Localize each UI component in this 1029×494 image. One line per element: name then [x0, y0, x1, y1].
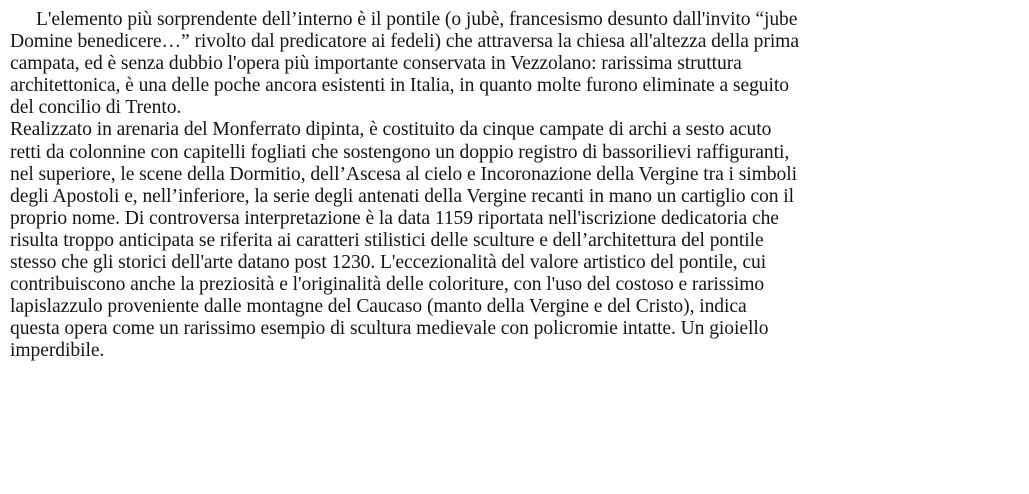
text-line: contribuiscono anche la preziosità e l'originalità delle coloriture, con l'uso del costoso e rarissimo [10, 274, 765, 296]
text-line: retti da colonnine con capitelli fogliati che sostengono un doppio registro di bassorilievi raffiguranti, [10, 141, 790, 163]
body-text [10, 9, 1022, 363]
text-line: proprio nome. Di controversa interpretazione è la data 1159 riportata nell'iscrizione dedicatoria che [10, 207, 779, 229]
text-line: Realizzato in arenaria del Monferrato dipinta, è costituito da cinque campate di archi a sesto acuto [10, 119, 772, 141]
text-line: Domine benedicere…” rivolto dal predicatore ai fedeli) che attraversa la chiesa all'altezza della prima [10, 31, 799, 53]
text-line: campata, ed è senza dubbio l'opera più importante conservata in Vezzolano: rarissima struttura [10, 53, 742, 75]
text-line: imperdibile. [10, 340, 105, 362]
text-line: stesso che gli storici dell'arte datano post 1230. L'eccezionalità del valore artistico del pontile, cui [10, 252, 767, 274]
text-line: L'elemento più sorprendente dell’interno è il pontile (o jubè, francesismo desunto dall'invito “jube [36, 9, 798, 30]
text-line: nel superiore, le scene della Dormitio, dell’Ascesa al cielo e Incoronazione della Vergine tra i simboli [10, 163, 797, 185]
text-line: del concilio di Trento. [10, 97, 182, 119]
text-line: degli Apostoli e, nell’inferiore, la serie degli antenati della Vergine recanti in mano un cartiglio con il [10, 185, 795, 207]
text-line: lapislazzulo proveniente dalle montagne del Caucaso (manto della Vergine e del Cristo), indica [10, 296, 747, 318]
text-line: architettonica, è una delle poche ancora esistenti in Italia, in quanto molte furono eliminate a seguito [10, 75, 789, 97]
paragraph-pontile-intro [10, 9, 1022, 119]
paragraph-pontile-description [10, 119, 1022, 362]
text-line: risulta troppo anticipata se riferita ai caratteri stilistici delle sculture e dell’architettura del pontile [10, 229, 764, 251]
text-line: questa opera come un rarissimo esempio di scultura medievale con policromie intatte. Un gioiello [10, 318, 769, 340]
